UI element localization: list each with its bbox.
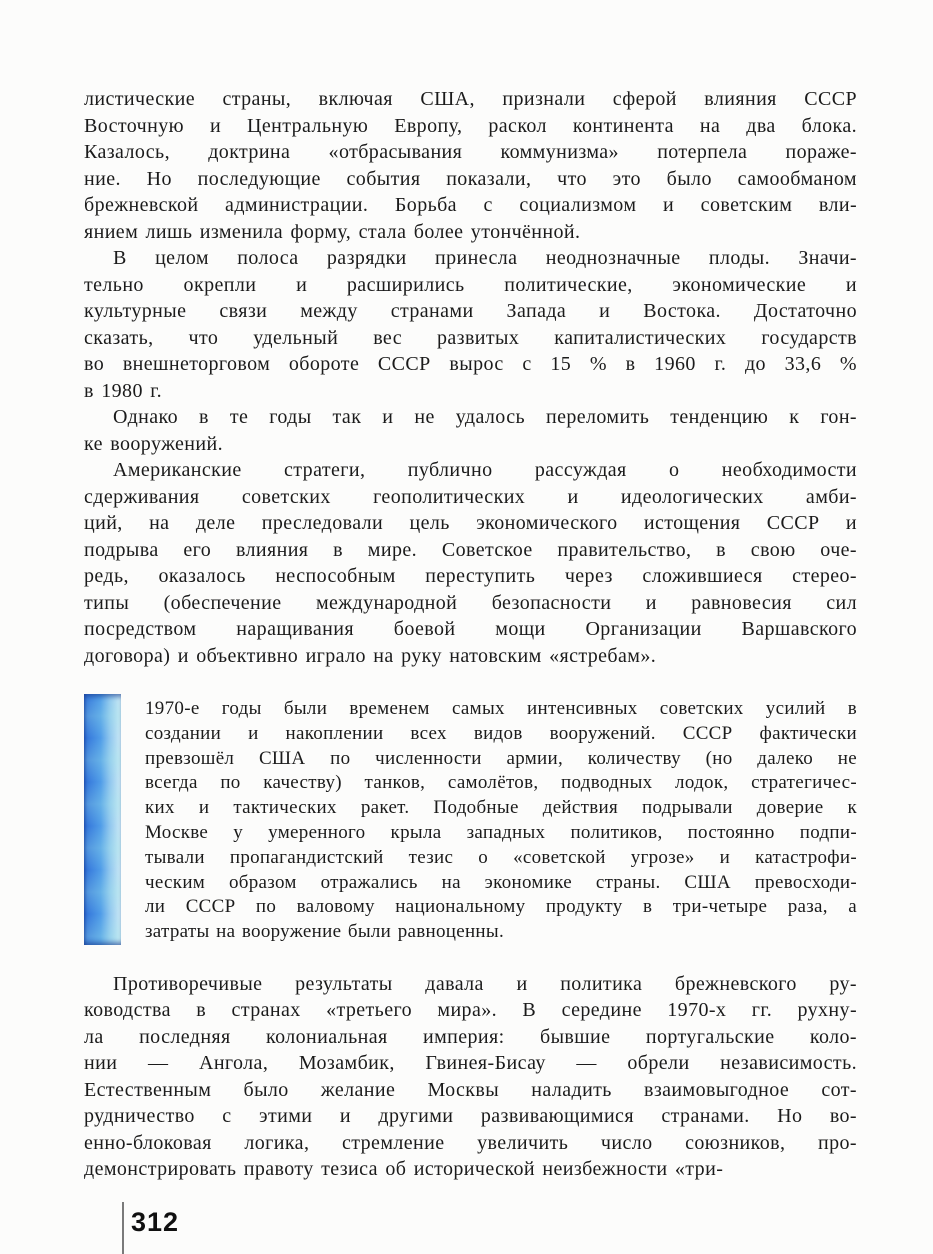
text-line: Казалось, доктрина «отбрасывания коммунизма» потерпела пораже- [84, 141, 857, 163]
text-line: посредством наращивания боевой мощи Организации Варшавского [84, 618, 857, 640]
text-line: типы (обеспечение международной безопасности и равновесия сил [84, 591, 857, 614]
text-line: Восточную и Центральную Европу, раскол континента на два блока. [84, 114, 857, 137]
text-line: превзошёл США по численности армии, количеству (но далеко не [145, 747, 857, 769]
text-line: Однако в те годы так и не удалось переломить тенденцию к гон- [113, 406, 857, 428]
text-line: янием лишь изменила форму, стала более утончённой. [84, 220, 581, 243]
text-line: 1970-е годы были временем самых интенсивных советских усилий в [145, 698, 857, 719]
highlighted-note-block [84, 694, 857, 945]
paragraph [84, 457, 857, 669]
paragraph [84, 404, 857, 457]
text-line: нии — Ангола, Мозамбик, Гвинея-Бисау — обрели независимость. [84, 1052, 857, 1075]
text-line: тельно окрепли и расширились политические, экономические и [84, 273, 857, 296]
main-text-column [84, 86, 857, 1183]
paragraph [84, 245, 857, 404]
text-line: сказать, что удельный вес развитых капиталистических государств [84, 326, 857, 349]
text-line: в 1980 г. [84, 379, 162, 402]
text-line: создании и накоплении всех видов вооружений. СССР фактически [145, 722, 857, 744]
text-line: демонстрировать правоту тезиса об исторической неизбежности «три- [84, 1158, 724, 1181]
accent-bar [84, 694, 121, 945]
text-line: сдерживания советских геополитических и идеологических амби- [84, 485, 857, 508]
text-line: брежневской администрации. Борьба с социализмом и советским вли- [84, 194, 857, 216]
text-line: культурные связи между странами Запада и Востока. Достаточно [84, 300, 857, 322]
text-line: Москве у умеренного крыла западных политиков, постоянно подпи- [145, 821, 857, 843]
text-line: договора) и объективно играло на руку натовским «ястребам». [84, 644, 657, 667]
text-line: ческим образом отражались на экономике страны. США превосходи- [145, 871, 857, 893]
text-line: всегда по качеству) танков, самолётов, подводных лодок, стратегичес- [145, 772, 857, 794]
text-line: рудничество с этими и другими развивающимися странами. Но во- [84, 1105, 857, 1128]
text-line: затраты на вооружение были равноценны. [145, 921, 505, 943]
note-text [145, 694, 857, 945]
text-line: во внешнеторговом обороте СССР вырос с 15 % в 1960 г. до 33,6 % [84, 353, 857, 375]
paragraph-continuation [84, 86, 857, 245]
text-line: подрыва его влияния в мире. Советское правительство, в свою оче- [84, 538, 857, 561]
text-line: ких и тактических ракет. Подобные действия подрывали доверие к [145, 797, 857, 819]
text-line: тывали пропагандистский тезис о «советской угрозе» и катастрофи- [145, 846, 857, 868]
text-line: ние. Но последующие события показали, что это было самообманом [84, 167, 857, 190]
text-line: ке вооружений. [84, 432, 224, 455]
page-footer [122, 1202, 179, 1254]
text-line: енно-блоковая логика, стремление увеличить число союзников, про- [84, 1131, 857, 1154]
text-line: ла последняя колониальная империя: бывшие португальские коло- [84, 1025, 857, 1048]
text-line: Естественным было желание Москвы наладить взаимовыгодное сот- [84, 1078, 857, 1101]
text-line: редь, оказалось неспособным переступить через сложившиеся стерео- [84, 565, 857, 587]
text-line: листические страны, включая США, признали сферой влияния СССР [84, 88, 857, 110]
text-line: Противоречивые результаты давала и политика брежневского ру- [113, 972, 857, 995]
paragraph [84, 971, 857, 1183]
text-line: Американские стратеги, публично рассуждая о необходимости [113, 459, 857, 481]
text-line: ли СССР по валовому национальному продукту в три-четыре раза, а [145, 896, 857, 918]
text-line: В целом полоса разрядки принесла неоднозначные плоды. Значи- [113, 247, 857, 269]
page-number: 312 [131, 1207, 180, 1237]
text-line: ций, на деле преследовали цель экономического истощения СССР и [84, 512, 857, 534]
text-line: ководства в странах «третьего мира». В середине 1970-х гг. рухну- [84, 999, 857, 1022]
